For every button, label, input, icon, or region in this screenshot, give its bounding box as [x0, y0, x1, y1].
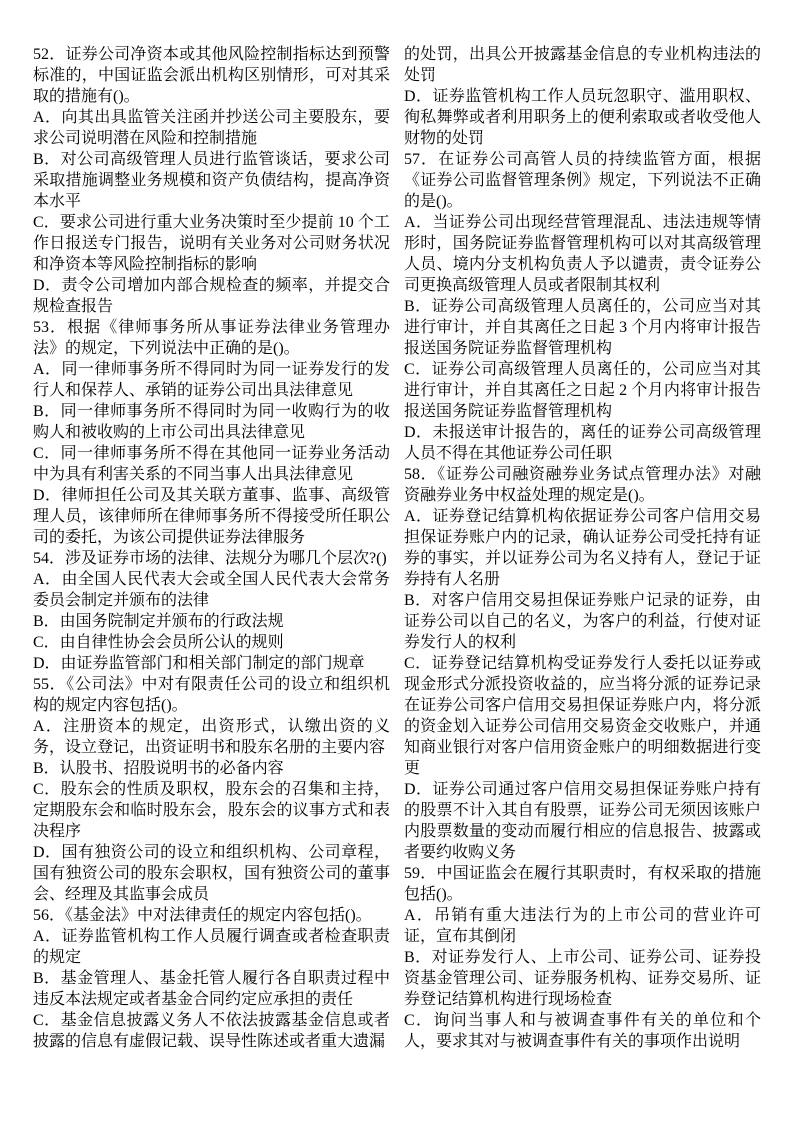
paragraph: 59．中国证监会在履行其职责时，有权采取的措施包括()。 [404, 865, 761, 903]
paragraph: C．由自律性协会会员所公认的规则 [33, 634, 284, 651]
paragraph: A．当证券公司出现经营管理混乱、违法违规等情形时，国务院证券监督管理机构可以对其高级管理人员、境内分支机构负责人予以谴责，责令证券公司更换高级管理人员或者限制其权利 [404, 214, 761, 294]
paragraph: A．向其出具监管关注函并抄送公司主要股东，要求公司说明潜在风险和控制措施 [33, 109, 390, 147]
paragraph: 55．《公司法》中对有限责任公司的设立和组织机构的规定内容包括()。 [33, 676, 390, 714]
paragraph: B．对证券发行人、上市公司、证券公司、证券投资基金管理公司、证券服务机构、证券交易所、证券登记结算机构进行现场检查 [404, 949, 761, 1008]
column-left [33, 44, 390, 1123]
paragraph: C．基金信息披露义务人不依法披露基金信息或者披露的信息有虚假记载、误导性陈述或者重大遗漏 [33, 1012, 390, 1050]
paragraph: C．询问当事人和与被调查事件有关的单位和个人，要求其对与被调查事件有关的事项作出说明 [404, 1012, 761, 1050]
paragraph: 53．根据《律师事务所从事证券法律业务管理办法》的规定，下列说法中正确的是()。 [33, 319, 390, 357]
paragraph: C．证券登记结算机构受证券发行人委托以证券或现金形式分派投资收益的，应当将分派的证券记录在证券公司客户信用交易担保证券账户内，将分派的资金划入证券公司信用交易资金交收账户，并通知商业银行对客户信用资金账户的明细数据进行变更 [404, 655, 761, 777]
paragraph: D．证券监管机构工作人员玩忽职守、滥用职权、徇私舞弊或者利用职务上的便利索取或者收受他人财物的处罚 [404, 88, 761, 147]
paragraph: D．未报送审计报告的，离任的证券公司高级管理人员不得在其他证券公司任职 [404, 424, 761, 462]
paragraph: B．对客户信用交易担保证券账户记录的证券，由证券公司以自己的名义，为客户的利益，行使对证券发行人的权利 [404, 592, 761, 651]
paragraph: B．由国务院制定并颁布的行政法规 [33, 613, 284, 630]
paragraph: B．证券公司高级管理人员离任的，公司应当对其进行审计，并自其离任之日起 3 个月内将审计报告报送国务院证券监督管理机构 [404, 298, 761, 357]
paragraph: A．证券监管机构工作人员履行调查或者检查职责的规定 [33, 928, 390, 966]
paragraph: D．证券公司通过客户信用交易担保证券账户持有的股票不计入其自有股票，证券公司无须因该账户内股票数量的变动而履行相应的信息报告、披露或者要约收购义务 [404, 781, 761, 861]
paragraph: C．证券公司高级管理人员离任的，公司应当对其进行审计，并自其离任之日起 2 个月内将审计报告报送国务院证券监督管理机构 [404, 361, 761, 420]
paragraph: A．同一律师事务所不得同时为同一证券发行的发行人和保荐人、承销的证券公司出具法律意见 [33, 361, 390, 399]
paragraph: 57．在证券公司高管人员的持续监管方面，根据《证券公司监督管理条例》规定，下列说法不正确的是()。 [404, 151, 761, 210]
paragraph: A．证券登记结算机构依据证券公司客户信用交易担保证券账户内的记录，确认证券公司受托持有证券的事实，并以证券公司为名义持有人，登记于证券持有人名册 [404, 508, 761, 588]
paragraph: C．股东会的性质及职权，股东会的召集和主持，定期股东会和临时股东会，股东会的议事方式和表决程序 [33, 781, 390, 840]
paragraph: D．由证券监管部门和相关部门制定的部门规章 [33, 655, 365, 672]
paragraph: 52．证券公司净资本或其他风险控制指标达到预警标准的，中国证监会派出机构区别情形，可对其采取的措施有()。 [33, 46, 390, 105]
paragraph: 54．涉及证券市场的法律、法规分为哪几个层次?() [33, 550, 387, 567]
paragraph: D．责令公司增加内部合规检查的频率，并提交合规检查报告 [33, 277, 390, 315]
paragraph: 的处罚，出具公开披露基金信息的专业机构违法的处罚 [404, 46, 761, 84]
paragraph: C．同一律师事务所不得在其他同一证券业务活动中为具有利害关系的不同当事人出具法律意见 [33, 445, 390, 483]
paragraph: A．吊销有重大违法行为的上市公司的营业许可证，宣布其倒闭 [404, 907, 761, 945]
paragraph: D．国有独资公司的设立和组织机构、公司章程，国有独资公司的股东会职权，国有独资公司的董事会、经理及其监事会成员 [33, 844, 390, 903]
paragraph: A．由全国人民代表大会或全国人民代表大会常务委员会制定并颁布的法律 [33, 571, 390, 609]
paragraph: B．同一律师事务所不得同时为同一收购行为的收购人和被收购的上市公司出具法律意见 [33, 403, 390, 441]
paragraph: C．要求公司进行重大业务决策时至少提前 10 个工作日报送专门报告，说明有关业务对公司财务状况和净资本等风险控制指标的影响 [33, 214, 390, 273]
paragraph: 58．《证券公司融资融券业务试点管理办法》对融资融券业务中权益处理的规定是()。 [404, 466, 761, 504]
paragraph: D．律师担任公司及其关联方董事、监事、高级管理人员，该律师所在律师事务所不得接受所任职公司的委托，为该公司提供证券法律服务 [33, 487, 390, 546]
column-right [404, 44, 761, 1123]
paragraph: B．基金管理人、基金托管人履行各自职责过程中违反本法规定或者基金合同约定应承担的责任 [33, 970, 390, 1008]
paragraph: 56．《基金法》中对法律责任的规定内容包括()。 [33, 907, 372, 924]
paragraph: B．对公司高级管理人员进行监管谈话，要求公司采取措施调整业务规模和资产负债结构，提高净资本水平 [33, 151, 390, 210]
paragraph: B．认股书、招股说明书的必备内容 [33, 760, 284, 777]
paragraph: A．注册资本的规定，出资形式，认缴出资的义务，设立登记，出资证明书和股东名册的主要内容 [33, 718, 390, 756]
